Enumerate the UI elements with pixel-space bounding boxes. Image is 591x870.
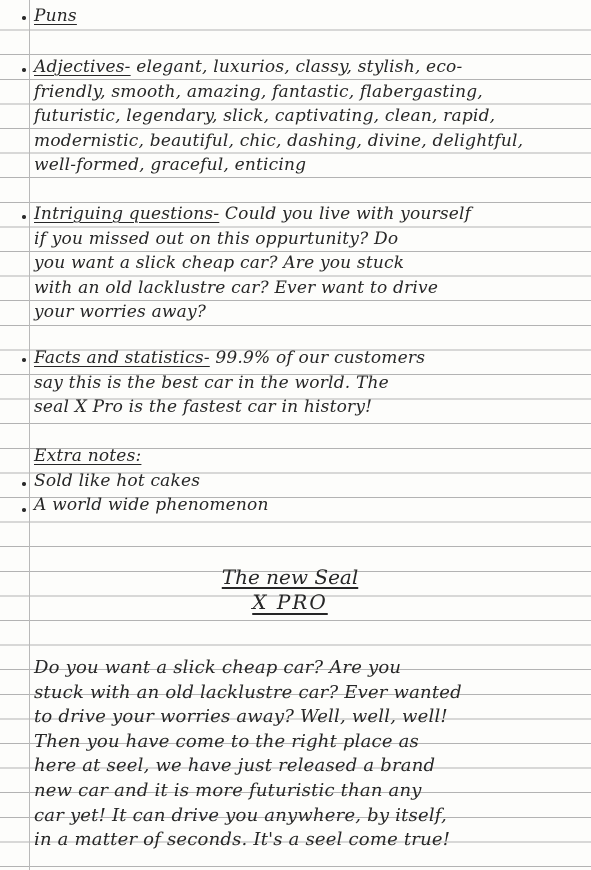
facts-section bbox=[34, 346, 582, 420]
story-line: car yet! It can drive you anywhere, by itself, bbox=[34, 804, 447, 826]
adjectives-line: modernistic, beautiful, chic, dashing, divine, delightful, bbox=[34, 130, 524, 151]
questions-line: your worries away? bbox=[34, 302, 207, 323]
bullet-dot bbox=[22, 68, 26, 72]
adjectives-heading: Adjectives- bbox=[34, 57, 131, 77]
puns-section bbox=[34, 4, 582, 29]
questions-line: with an old lacklustre car? Ever want to drive bbox=[34, 277, 439, 298]
title-line-2: X PRO bbox=[252, 589, 328, 614]
bullet-dot bbox=[22, 215, 26, 219]
facts-line: seal X Pro is the fastest car in history! bbox=[34, 397, 373, 418]
notes-section bbox=[34, 444, 582, 518]
story-line: Do you want a slick cheap car? Are you bbox=[34, 657, 402, 678]
puns-heading: Puns bbox=[34, 6, 77, 26]
bullet-dot bbox=[22, 16, 26, 20]
story-line: in a matter of seconds. It's a seel come true! bbox=[34, 829, 451, 851]
questions-line: you want a slick cheap car? Are you stuck bbox=[34, 253, 405, 274]
story-line: here at seel, we have just released a brand bbox=[34, 755, 436, 777]
advert-paragraph bbox=[34, 656, 582, 853]
facts-line: 99.9% of our customers bbox=[215, 348, 426, 368]
story-line: to drive your worries away? Well, well, well! bbox=[34, 706, 448, 728]
questions-section bbox=[34, 202, 582, 325]
bullet-dot bbox=[22, 508, 26, 512]
notes-heading: Extra notes: bbox=[34, 446, 142, 466]
questions-line: if you missed out on this oppurtunity? Do bbox=[34, 228, 399, 249]
adjectives-line: well-formed, graceful, enticing bbox=[34, 155, 307, 176]
questions-line: Could you live with yourself bbox=[224, 204, 472, 224]
bullet-dot bbox=[22, 358, 26, 362]
bullet-dot bbox=[22, 482, 26, 486]
adjectives-section bbox=[34, 55, 582, 178]
notes-item: A world wide phenomenon bbox=[34, 495, 269, 516]
story-line: stuck with an old lacklustre car? Ever wanted bbox=[34, 681, 462, 703]
advert-title bbox=[150, 565, 430, 614]
facts-line: say this is the best car in the world. The bbox=[34, 372, 389, 393]
adjectives-line: futuristic, legendary, slick, captivating, clean, rapid, bbox=[34, 106, 496, 127]
story-line: new car and it is more futuristic than any bbox=[34, 779, 422, 801]
questions-heading: Intriguing questions- bbox=[34, 204, 220, 224]
adjectives-line: friendly, smooth, amazing, fantastic, flabergasting, bbox=[34, 81, 483, 102]
adjectives-line: elegant, luxurios, classy, stylish, eco- bbox=[136, 57, 463, 77]
notes-item: Sold like hot cakes bbox=[34, 470, 201, 491]
facts-heading: Facts and statistics- bbox=[34, 348, 210, 368]
story-line: Then you have come to the right place as bbox=[34, 730, 419, 752]
title-line-1: The new Seal bbox=[221, 565, 359, 589]
